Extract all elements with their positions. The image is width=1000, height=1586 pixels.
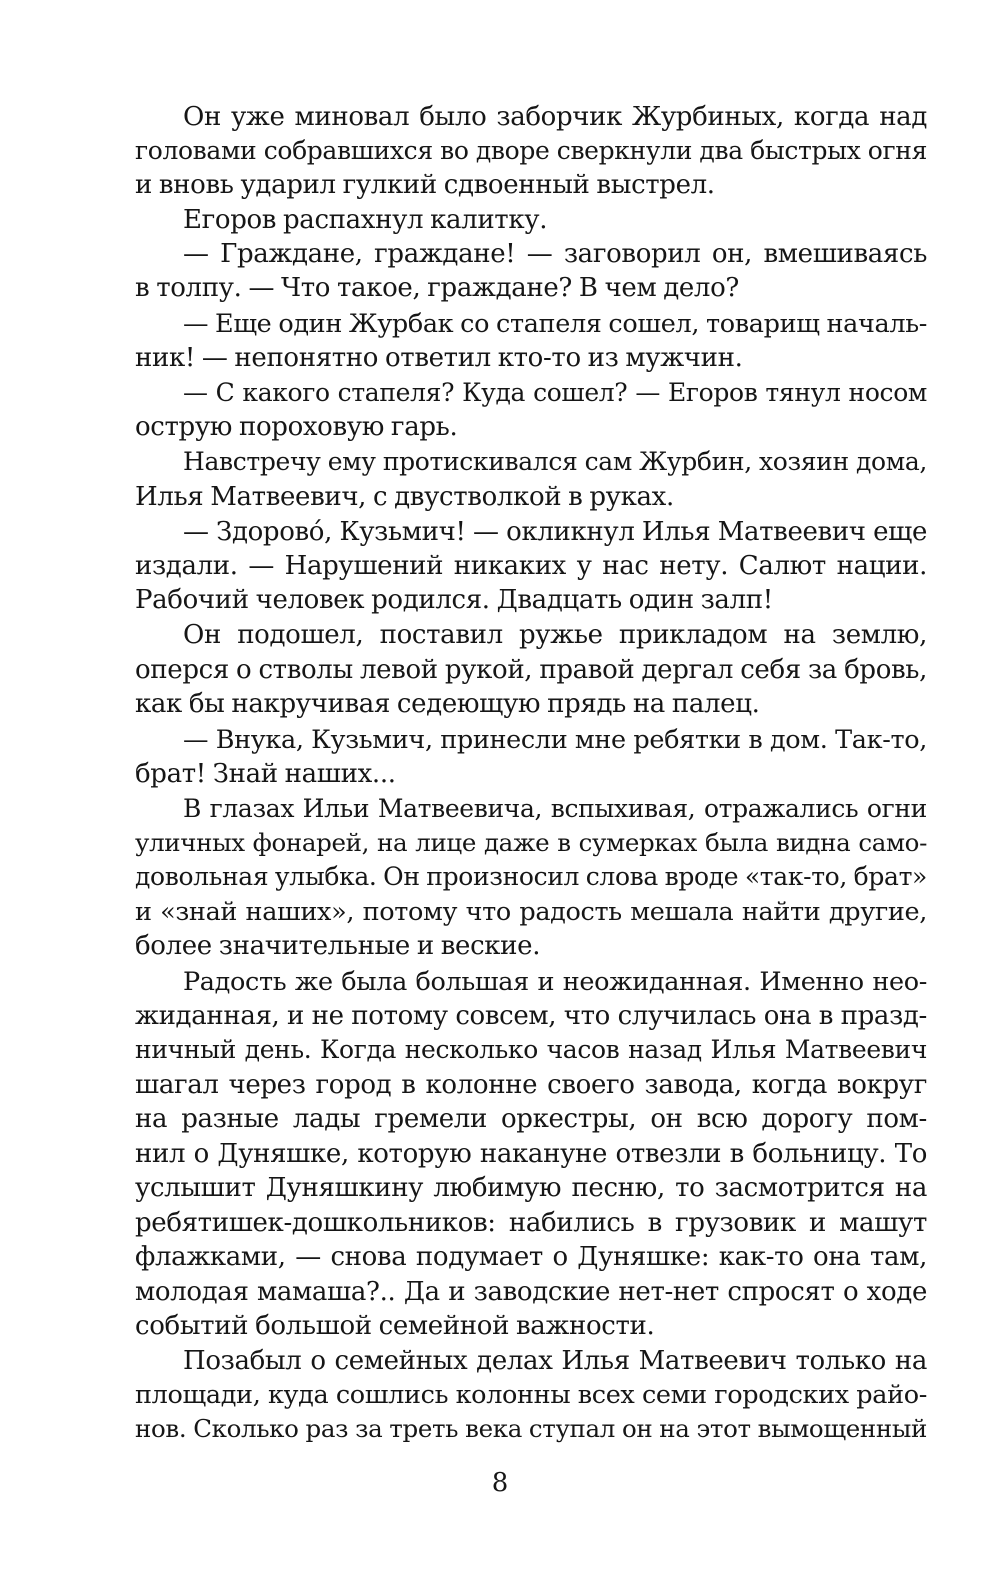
text-line-17: оперся о стволы левой рукой, правой дергал себя за бровь,	[135, 655, 927, 685]
text-line-16: Он подошел, поставил ружье прикладом на землю,	[183, 620, 927, 650]
text-line-37: Позабыл о семейных делах Илья Матвеевич только на	[183, 1346, 927, 1376]
text-line-1: Он уже миновал было заборчик Журбиных, когда над	[183, 102, 927, 132]
text-line-12: Илья Матвеевич, с двустволкой в руках.	[135, 482, 674, 512]
text-line-25: более значительные и веские.	[135, 931, 541, 961]
text-line-29: шагал через город в колонне своего завода, когда вокруг	[135, 1070, 927, 1100]
text-line-20: брат! Знай наших...	[135, 759, 396, 789]
text-line-38: площади, куда сошлись колонны всех семи городских райо-	[135, 1380, 927, 1410]
text-line-18: как бы накручивая седеющую прядь на палец.	[135, 689, 760, 719]
text-line-32: услышит Дуняшкину любимую песню, то засмотрится на	[135, 1173, 927, 1203]
text-line-6: в толпу. — Что такое, граждане? В чем дело?	[135, 273, 739, 303]
text-line-24: и «знай наших», потому что радость мешала найти другие,	[135, 897, 927, 927]
text-line-14: издали. — Нарушений никаких у нас нету. Салют нации.	[135, 551, 927, 581]
text-line-28: ничный день. Когда несколько часов назад Илья Матвеевич	[135, 1035, 927, 1064]
text-line-21: В глазах Ильи Матвеевича, вспыхивая, отражались огни	[183, 794, 927, 823]
text-line-30: на разные лады гремели оркестры, он всю дорогу пом-	[135, 1104, 927, 1134]
text-line-26: Радость же была большая и неожиданная. Именно нео-	[183, 967, 927, 997]
text-line-34: флажками, — снова подумает о Дуняшке: как-то она там,	[135, 1242, 927, 1272]
text-line-8: ник! — непонятно ответил кто-то из мужчин.	[135, 343, 743, 373]
text-line-19: — Внука, Кузьмич, принесли мне ребятки в дом. Так-то,	[183, 725, 927, 755]
text-line-39: нов. Сколько раз за треть века ступал он на этот вымощенный	[135, 1414, 927, 1443]
text-line-5: — Граждане, граждане! — заговорил он, вмешиваясь	[183, 239, 927, 269]
text-line-2: головами собравшихся во дворе сверкнули два быстрых огня	[135, 136, 927, 165]
text-line-36: событий большой семейной важности.	[135, 1311, 655, 1341]
text-line-23: довольная улыбка. Он произносил слова вроде «так-то, брат»	[135, 862, 927, 891]
text-line-13: — Здорово́, Кузьмич! — окликнул Илья Матвеевич еще	[183, 517, 927, 547]
text-line-10: острую пороховую гарь.	[135, 412, 458, 442]
text-line-11: Навстречу ему протискивался сам Журбин, хозяин дома,	[183, 447, 927, 476]
text-line-9: — С какого стапеля? Куда сошел? — Егоров тянул носом	[183, 378, 927, 407]
page-number: 8	[491, 1468, 509, 1498]
text-line-22: уличных фонарей, на лице даже в сумерках была видна само-	[135, 828, 927, 857]
text-line-4: Егоров распахнул калитку.	[183, 205, 548, 235]
text-line-33: ребятишек-дошкольников: набились в грузовик и машут	[135, 1208, 927, 1238]
text-line-3: и вновь ударил гулкий сдвоенный выстрел.	[135, 170, 715, 200]
text-line-15: Рабочий человек родился. Двадцать один залп!	[135, 585, 773, 615]
text-line-7: — Еще один Журбак со стапеля сошел, товарищ началь-	[183, 309, 927, 339]
text-line-31: нил о Дуняшке, которую накануне отвезли в больницу. То	[135, 1139, 927, 1169]
text-line-35: молодая мамаша?.. Да и заводские нет-нет спросят о ходе	[135, 1277, 927, 1307]
text-line-27: жиданная, и не потому совсем, что случилась она в празд-	[135, 1001, 927, 1031]
